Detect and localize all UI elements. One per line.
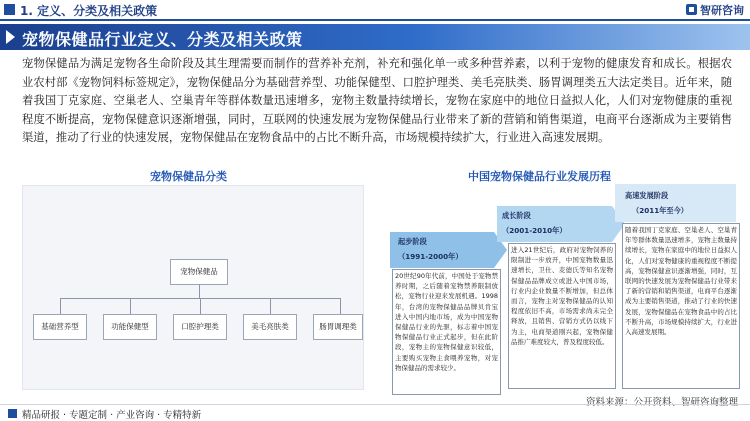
stage-3-name: 高速发展阶段 — [625, 191, 669, 200]
tree-leaf: 口腔护理类 — [173, 314, 227, 340]
tree-leaf: 基础营养型 — [33, 314, 87, 340]
section-marker-icon — [4, 4, 15, 15]
intro-paragraph: 宠物保健品为满足宠物各生命阶段及其生理需要而制作的营养补充剂，补充和强化单一或多种营养素，以利于宠物的健康发育和成长。根据农业农村部《宠物饲料标签规定》，宠物保健品分为基础营养型、功能保健型、口腔护理类、美毛亮肤类、肠胃调理类五大法定类目。近年来，随着我国丁克家庭、空巢老人、空巢青年等群体数量迅速增多，宠物主数量持续增长，宠物在家庭中的地位日益拟人化，人们对宠物健康的重视程度不断提高，宠物保健意识逐渐增强，同时，互联网的快速发展为宠物保健品行业带来了新的营销和销售渠道，电商平台逐渐成为主要销售渠道，推动了行业的快速发展，宠物保健品在宠物食品中的占比不断升高，市场规模持续扩大，行业进入高速发展期。 — [22, 57, 732, 145]
tree-connector — [200, 298, 201, 314]
stage-1-period: （1991-2000年） — [398, 252, 463, 261]
title-banner — [0, 24, 750, 50]
tree-connector — [199, 285, 200, 299]
classification-panel — [22, 185, 364, 390]
stage-1-name: 起步阶段 — [398, 237, 427, 246]
tree-root: 宠物保健品 — [170, 259, 228, 285]
source-note: 资料来源：公开资料、智研咨询整理 — [585, 397, 738, 408]
tree-leaf: 美毛亮肤类 — [243, 314, 297, 340]
stage-3-period: （2011年至今） — [632, 206, 688, 215]
tree-leaf: 功能保健型 — [103, 314, 157, 340]
stage-2-period: （2001-2010年） — [502, 226, 567, 235]
chevron-right-icon — [6, 30, 18, 44]
header-rule — [0, 19, 750, 21]
tree-connector — [60, 298, 61, 314]
tree-connector — [340, 298, 341, 314]
classification-heading: 宠物保健品分类 — [150, 170, 227, 183]
timeline-heading: 中国宠物保健品行业发展历程 — [468, 170, 611, 183]
footer-marker-icon — [8, 409, 17, 418]
tree-leaf: 肠胃调理类 — [313, 314, 363, 340]
stage-2-name: 成长阶段 — [502, 211, 531, 220]
logo-icon — [686, 4, 697, 15]
tree-connector — [270, 298, 271, 314]
stage-2-description: 进入21世纪后，政府对宠物饲养的限制进一步放开，中国宠物数量迅速增长，卫仕、麦德氏等知名宠物保健品品牌成立或进入中国市场，行业内企业数量不断增加，但总体而言，宠物主对宠物保健品的认知程度依旧不高，市场需求尚未完全释放，且销售、营销方式仍以线下为主，电商渠道刚兴起，宠物保健品推广难度较大，普及程度较低。 — [508, 243, 616, 389]
footer-text: 精品研报 · 专题定制 · 产业咨询 · 专精特新 — [22, 410, 202, 421]
brand-logo[interactable] — [686, 2, 744, 18]
page-title: 宠物保健品行业定义、分类及相关政策 — [22, 30, 303, 49]
section-title: 1. 定义、分类及相关政策 — [20, 4, 158, 18]
top-bar — [0, 0, 750, 20]
footer — [0, 404, 750, 421]
logo-text: 智研咨询 — [700, 4, 744, 17]
tree-connector — [130, 298, 131, 314]
stage-3-description: 随着我国丁克家庭、空巢老人、空巢青年等群体数量迅速增多，宠物主数量持续增长，宠物在家庭中的地位日益拟人化，人们对宠物健康的重视程度不断提高，宠物保健意识逐渐增强，同时，互联网的快速发展为宠物保健品行业带来了新的营销和销售渠道，电商平台逐渐成为主要销售渠道，推动了行业的快速发展，宠物保健品在宠物食品中的占比不断升高，市场规模持续扩大，行业进入高速发展期。 — [622, 223, 740, 389]
stage-1-description: 20世纪90年代前，中国处于宠物禁养时期，之后随着宠物禁养限制放松，宠物行业迎来发展机遇。1998年，台湾的宠物保健品品牌贝肯宝进入中国内地市场，成为中国宠物保健品行业的先驱，标志着中国宠物保健品行业正式起步，但在此阶段，宠物主的宠物保健意识较低，主要购买宠物主食喂养宠物，对宠物保健品的需求较少。 — [392, 269, 501, 395]
